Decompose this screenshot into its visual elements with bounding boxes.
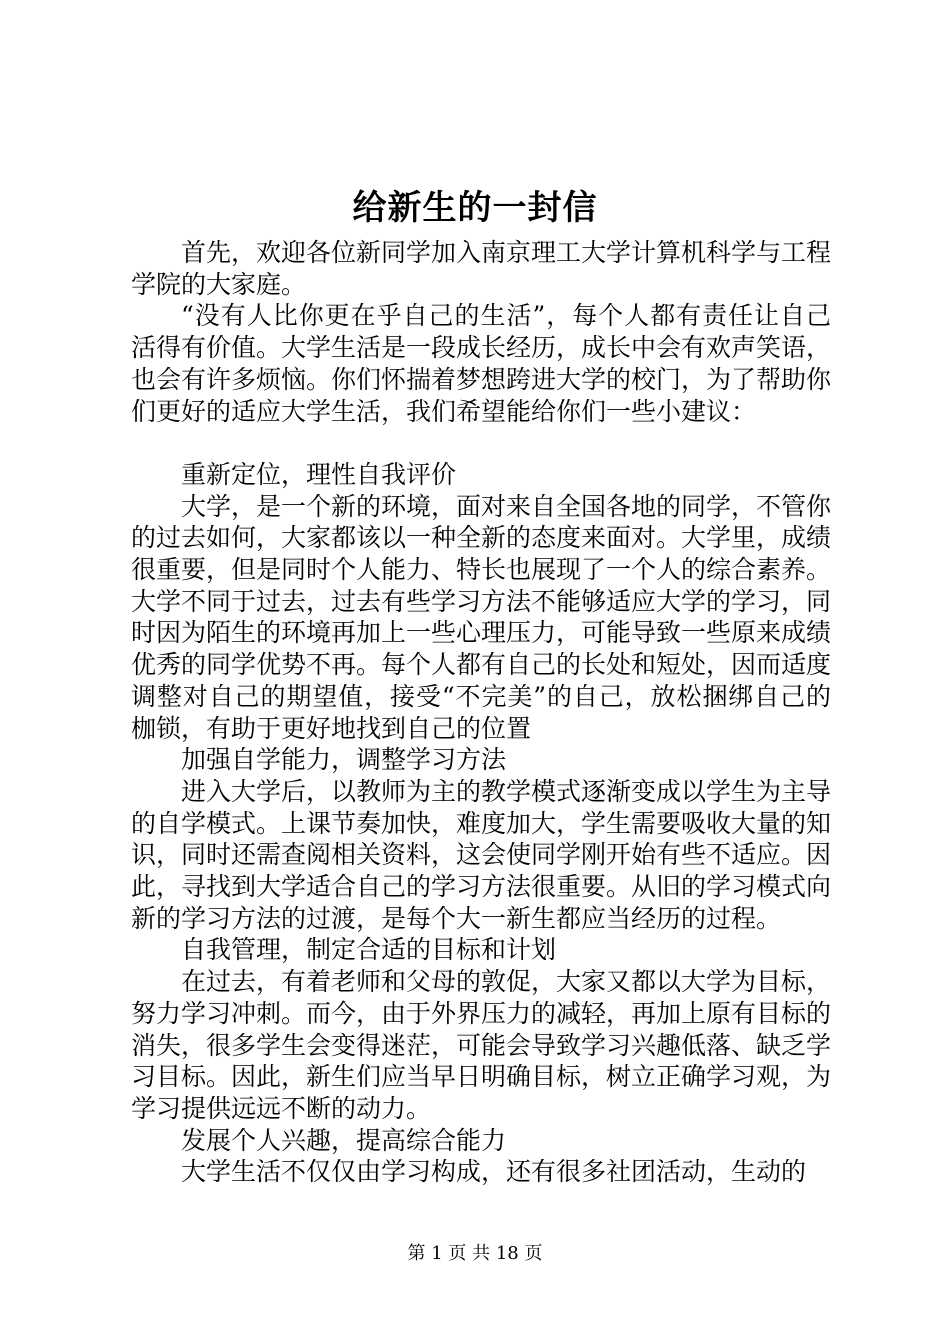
paragraph-self-study: 进入大学后，以教师为主的教学模式逐渐变成以学生为主导的自学模式。上课节奏加快，难度加大，学生需要吸收大量的知识，同时还需查阅相关资料，这会使同学刚开始有些不适应。因此，寻找到大学适合自己的学习方法很重要。从旧的学习模式向新的学习方法的过渡，是每个大一新生都应当经历的过程。 [131,776,832,933]
paragraph-reposition: 大学，是一个新的环境，面对来自全国各地的同学，不管你的过去如何，大家都该以一种全新的态度来面对。大学里，成绩很重要，但是同时个人能力、特长也展现了一个人的综合素养。大学不同于过去，过去有些学习方法不能够适应大学的学习，同时因为陌生的环境再加上一些心理压力，可能导致一些原来成绩优秀的同学优势不再。每个人都有自己的长处和短处，因而适度调整对自己的期望值，接受“不完美”的自己，放松捆绑自己的枷锁，有助于更好地找到自己的位置 [131,491,832,743]
document-title: 给新生的一封信 [352,188,598,228]
paragraph-self-management: 在过去，有着老师和父母的敦促，大家又都以大学为目标，努力学习冲刺。而今，由于外界压力的减轻，再加上原有目标的消失，很多学生会变得迷茫，可能会导致学习兴趣低落、缺乏学习目标。因此，新生们应当早日明确目标，树立正确学习观，为学习提供远远不断的动力。 [131,967,832,1123]
section-heading-self-study: 加强自学能力，调整学习方法 [181,745,507,775]
document-body [131,237,831,1188]
paragraph-spacer [131,427,831,459]
page-number-footer: 第 1 页 共 18 页 [407,1243,543,1264]
paragraph-interests: 大学生活不仅仅由学习构成，还有很多社团活动，生动的 [181,1157,807,1187]
section-heading-interests: 发展个人兴趣，提高综合能力 [181,1125,507,1155]
section-heading-self-management: 自我管理，制定合适的目标和计划 [181,935,557,965]
paragraph-intro: “没有人比你更在乎自己的生活”，每个人都有责任让自己活得有价值。大学生活是一段成长经历，成长中会有欢声笑语，也会有许多烦恼。你们怀揣着梦想跨进大学的校门，为了帮助你们更好的适应大学生活，我们希望能给你们一些小建议： [131,301,832,426]
section-heading-reposition: 重新定位，理性自我评价 [181,459,457,489]
paragraph-welcome: 首先，欢迎各位新同学加入南京理工大学计算机科学与工程学院的大家庭。 [131,238,832,299]
